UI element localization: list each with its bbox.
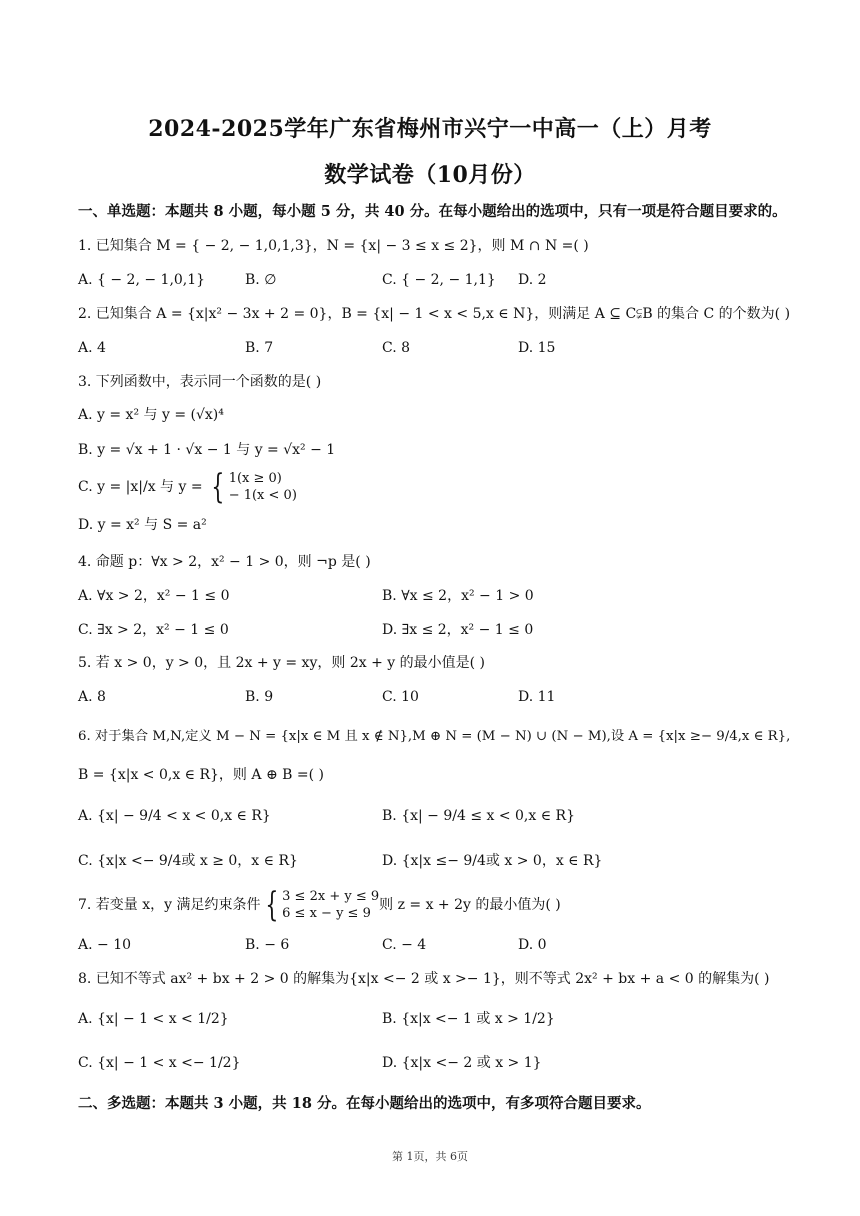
question-7-option-c: C. − 4 [382, 937, 427, 953]
question-8-option-b: B. {x|x <− 1 或 x > 1/2} [382, 1011, 555, 1027]
piecewise-row-2: − 1(x < 0) [228, 488, 297, 503]
section-heading-multiple-choice: 二、多选题：本题共 3 小题，共 18 分。在每小题给出的选项中，有多项符合题目要求。 [78, 1095, 651, 1112]
question-5-option-d: D. 11 [518, 689, 556, 705]
question-3-option-c [78, 467, 297, 507]
piecewise-row-1: 1(x ≥ 0) [228, 471, 282, 486]
question-3-option-c-prefix: C. y = |x|/x 与 y = [78, 479, 203, 495]
question-3-option-a: A. y = x² 与 y = (√x)⁴ [78, 407, 224, 423]
question-1-option-a: A. { − 2, − 1,0,1} [78, 272, 206, 288]
question-7-option-a: A. − 10 [78, 937, 132, 953]
question-5-option-b: B. 9 [245, 689, 274, 705]
question-1-option-d: D. 2 [518, 272, 547, 288]
question-4-stem: 4. 命题 p：∀x > 2，x² − 1 > 0，则 ¬p 是( ) [78, 554, 371, 570]
question-7-stem-suffix: 则 z = x + 2y 的最小值为( ) [379, 897, 561, 913]
question-8-option-a: A. {x| − 1 < x < 1/2} [78, 1011, 229, 1027]
question-3-stem: 3. 下列函数中，表示同一个函数的是( ) [78, 374, 322, 390]
question-6-option-c: C. {x|x <− 9/4或 x ≥ 0，x ∈ R} [78, 853, 298, 869]
question-7-stem-prefix: 7. 若变量 x，y 满足约束条件 [78, 897, 261, 913]
question-6-option-d: D. {x|x ≤− 9/4或 x > 0，x ∈ R} [382, 853, 603, 869]
question-2-option-a: A. 4 [78, 340, 106, 356]
constraint-row-2: 6 ≤ x − y ≤ 9 [282, 906, 371, 921]
question-1-stem: 1. 已知集合 M = { − 2, − 1,0,1,3}，N = {x| − 3 ≤ x ≤ 2}，则 M ∩ N =( ) [78, 238, 589, 254]
question-7-option-d: D. 0 [518, 937, 547, 953]
question-2-stem: 2. 已知集合 A = {x|x² − 3x + 2 = 0}，B = {x| − 1 < x < 5,x ∈ N}，则满足 A ⊆ C⫋B 的集合 C 的个数为( ) [78, 306, 791, 322]
question-6-option-b: B. {x| − 9/4 ≤ x < 0,x ∈ R} [382, 808, 575, 824]
question-2-option-d: D. 15 [518, 340, 556, 356]
question-4-option-a: A. ∀x > 2，x² − 1 ≤ 0 [78, 588, 230, 604]
piecewise-brace: { 1(x ≥ 0) − 1(x < 0) [211, 467, 297, 507]
question-5-option-a: A. 8 [78, 689, 106, 705]
question-5-stem: 5. 若 x > 0，y > 0，且 2x + y = xy，则 2x + y 的最小值是( ) [78, 655, 485, 671]
question-3-option-d: D. y = x² 与 S = a² [78, 517, 207, 533]
question-6-stem-line1: 6. 对于集合 M,N,定义 M − N = {x|x ∈ M 且 x ∉ N},M ⊕ N = (M − N) ∪ (N − M),设 A = {x|x ≥− 9/4,x ∈ R}, [78, 729, 791, 744]
question-1-option-c: C. { − 2, − 1,1} [382, 272, 496, 288]
question-4-option-b: B. ∀x ≤ 2，x² − 1 > 0 [382, 588, 534, 604]
section-heading-single-choice: 一、单选题：本题共 8 小题，每小题 5 分，共 40 分。在每小题给出的选项中，只有一项是符合题目要求的。 [78, 203, 787, 220]
question-3-option-b: B. y = √x + 1 · √x − 1 与 y = √x² − 1 [78, 442, 336, 458]
question-8-stem: 8. 已知不等式 ax² + bx + 2 > 0 的解集为{x|x <− 2 或 x >− 1}，则不等式 2x² + bx + a < 0 的解集为( ) [78, 971, 770, 987]
question-7-stem [78, 885, 561, 925]
constraint-brace: { 3 ≤ 2x + y ≤ 9 6 ≤ x − y ≤ 9 [264, 885, 380, 925]
question-2-option-b: B. 7 [245, 340, 274, 356]
question-7-option-b: B. − 6 [245, 937, 290, 953]
question-1-option-b: B. ∅ [245, 272, 277, 288]
question-4-option-d: D. ∃x ≤ 2，x² − 1 ≤ 0 [382, 622, 534, 638]
question-6-option-a: A. {x| − 9/4 < x < 0,x ∈ R} [78, 808, 271, 824]
question-5-option-c: C. 10 [382, 689, 419, 705]
constraint-row-1: 3 ≤ 2x + y ≤ 9 [282, 889, 380, 904]
question-8-option-d: D. {x|x <− 2 或 x > 1} [382, 1055, 542, 1071]
question-8-option-c: C. {x| − 1 < x <− 1/2} [78, 1055, 241, 1071]
question-4-option-c: C. ∃x > 2，x² − 1 ≤ 0 [78, 622, 229, 638]
question-6-stem-line2: B = {x|x < 0,x ∈ R}，则 A ⊕ B =( ) [78, 767, 324, 783]
exam-title-line1: 2024-2025学年广东省梅州市兴宁一中高一（上）月考 [148, 116, 712, 142]
question-2-option-c: C. 8 [382, 340, 411, 356]
page-footer: 第 1页，共 6页 [392, 1150, 468, 1163]
exam-title-line2: 数学试卷（10月份） [324, 162, 536, 188]
